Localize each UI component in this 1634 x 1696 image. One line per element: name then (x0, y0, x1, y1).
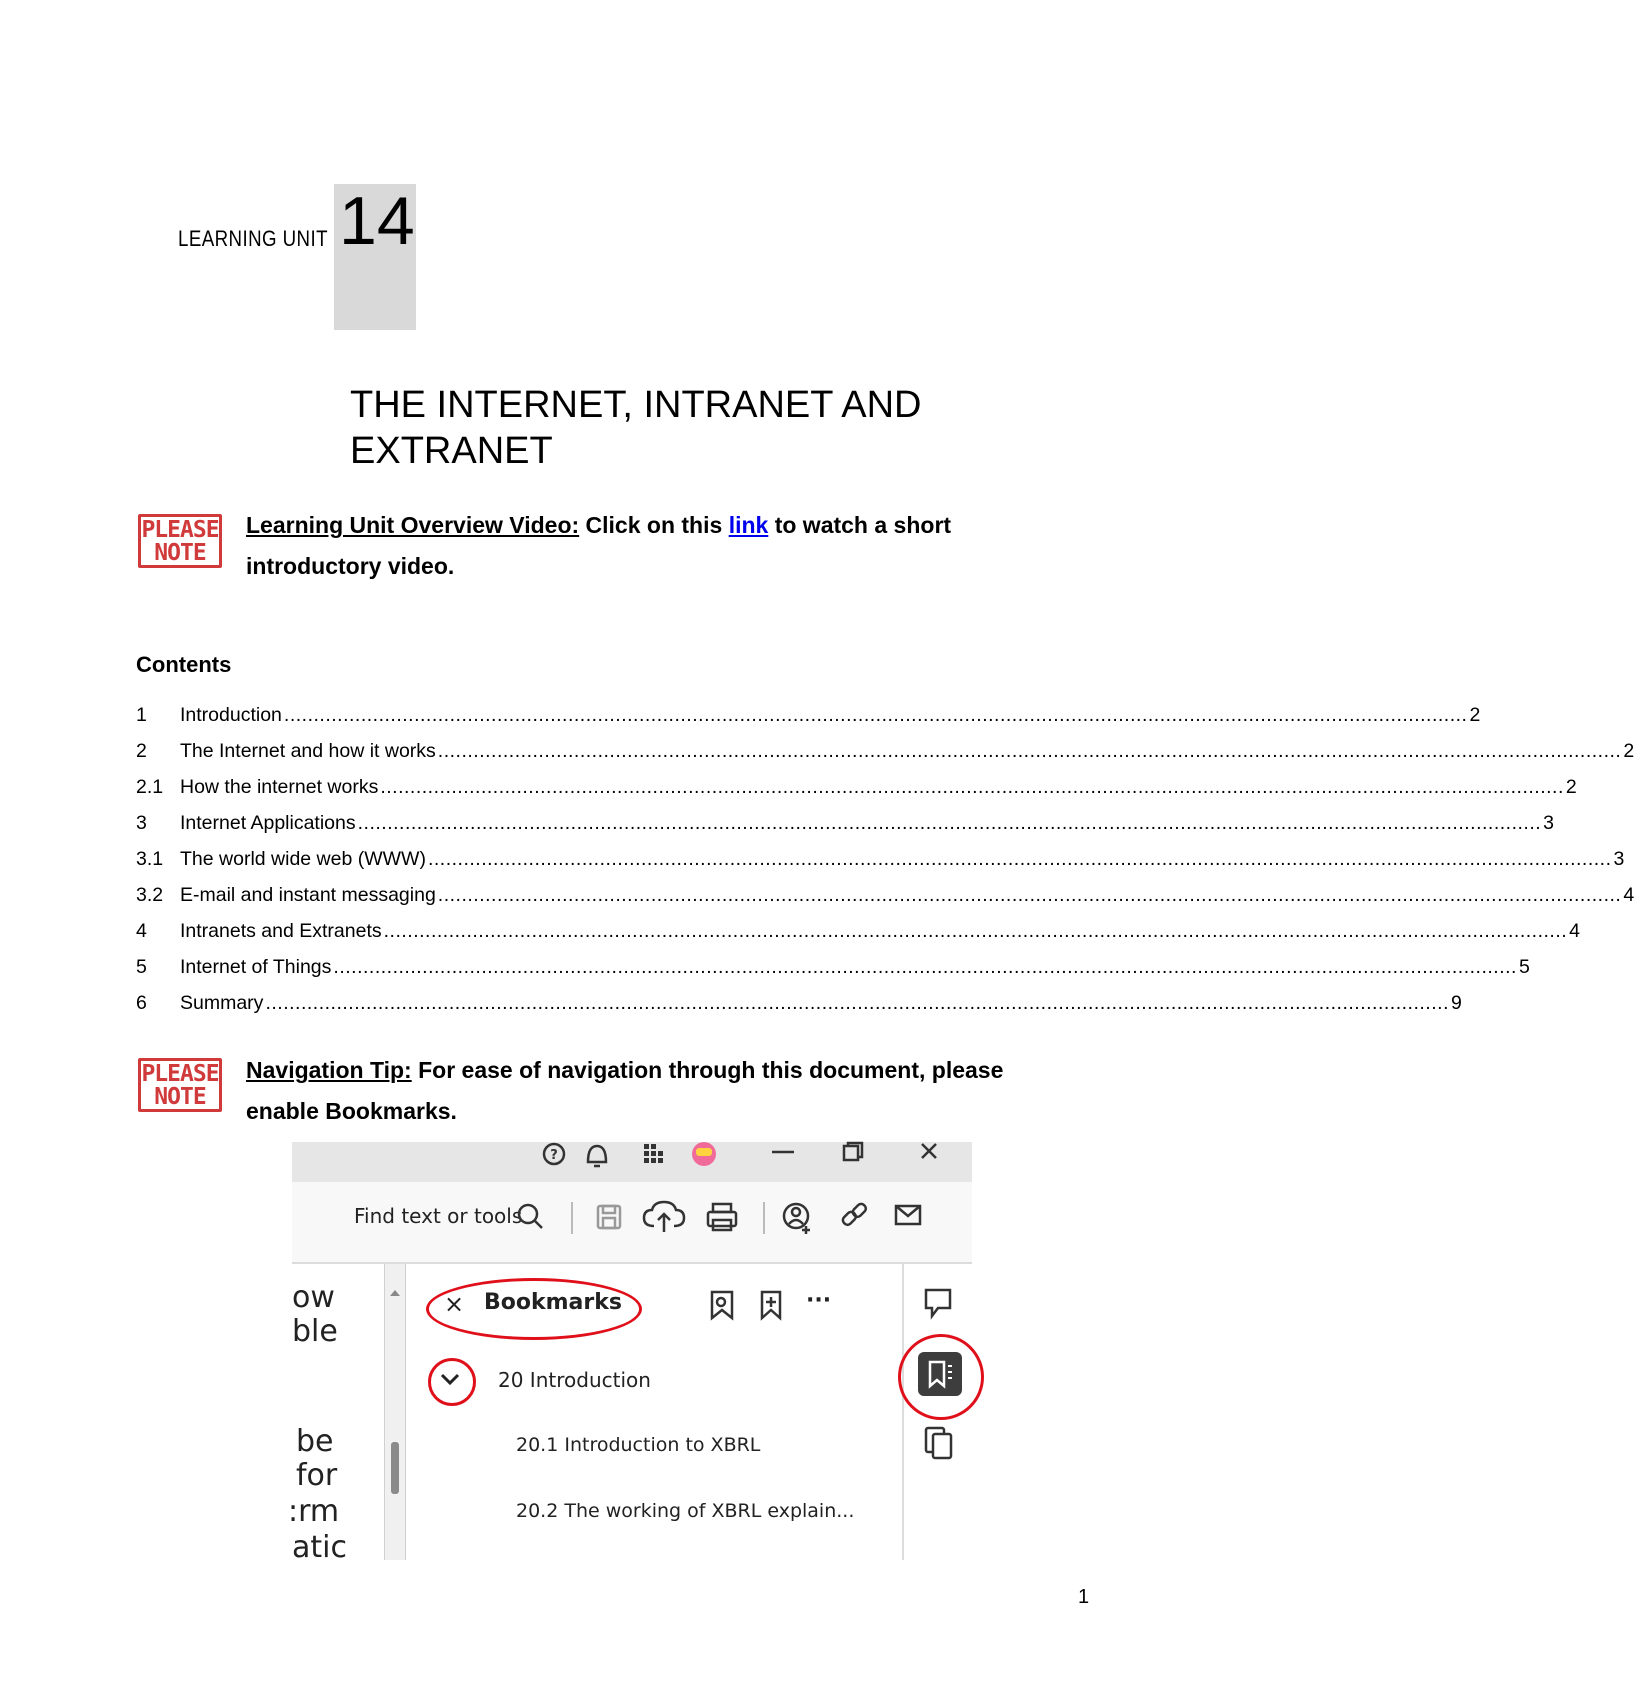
doc-fragment: atic (292, 1530, 347, 1565)
toc-page: 9 (1450, 992, 1462, 1014)
page-title: THE INTERNET, INTRANET AND EXTRANET (350, 384, 922, 472)
doc-fragment: for (296, 1458, 338, 1493)
search-icon (519, 1205, 542, 1228)
comment-icon[interactable] (920, 1284, 960, 1324)
help-icon (544, 1144, 564, 1164)
right-tool-rail (902, 1264, 974, 1560)
bookmark-item-intro-xbrl[interactable]: 20.1 Introduction to XBRL (516, 1434, 761, 1456)
doc-fragment: ble (292, 1314, 338, 1349)
toc-entry-5[interactable] (136, 956, 1530, 992)
doc-fragment: ow (292, 1280, 335, 1315)
toc-leader: ........................................................................................................................................................................................................ (265, 992, 1449, 1014)
overview-video-link[interactable]: link (728, 512, 769, 538)
toc-entry-6[interactable] (136, 992, 1462, 1028)
bookmark-item-introduction[interactable]: 20 Introduction (498, 1368, 651, 1392)
find-text-button[interactable]: Find text or tools (354, 1204, 523, 1228)
window-title-bar (292, 1142, 972, 1182)
unit-number: 14 (339, 183, 415, 259)
toc-title: Intranets and Extranets (180, 920, 382, 942)
toc-number: 3 (136, 812, 147, 834)
bookmarks-screenshot (288, 1142, 972, 1565)
please-note-stamp (138, 1058, 222, 1112)
toc-number: 5 (136, 956, 147, 978)
link-icon (841, 1202, 867, 1226)
stamp-line1: PLEASE (141, 1061, 219, 1087)
bookmarks-more-button[interactable]: ··· (806, 1288, 832, 1313)
navigation-note-label: Navigation Tip: (246, 1057, 412, 1083)
toc-page: 2 (1565, 776, 1577, 798)
toc-leader: ........................................................................................................................................................................................................ (380, 776, 1564, 798)
scrollbar-parts (385, 1264, 405, 1560)
toc-page: 3 (1543, 812, 1555, 834)
overview-note-text-after: to watch a short introductory video. (246, 512, 952, 579)
toc-number: 4 (136, 920, 147, 942)
toc-number: 3.2 (136, 884, 164, 906)
toc-entry-1[interactable] (136, 704, 1481, 740)
share-user-icon (784, 1204, 810, 1234)
please-note-stamp (138, 514, 222, 568)
toc-leader: ........................................................................................................................................................................................................ (333, 956, 1517, 978)
svg-text:?: ? (550, 1148, 558, 1163)
toc-title: Introduction (180, 704, 282, 726)
scrollbar-thumb (391, 1442, 399, 1494)
scroll-up-arrow-icon (390, 1290, 400, 1296)
toc-page: 5 (1518, 956, 1530, 978)
bell-icon (588, 1146, 606, 1166)
toc-page: 3 (1613, 848, 1625, 870)
contents-heading: Contents (136, 652, 232, 677)
chevron-down-icon[interactable] (440, 1372, 460, 1386)
toc-entry-3-2[interactable] (136, 884, 1634, 920)
doc-fragment: :rm (288, 1494, 340, 1529)
toc-number: 2 (136, 740, 147, 762)
restore-icon (844, 1143, 862, 1160)
toc-number: 3.1 (136, 848, 164, 870)
toc-leader: ........................................................................................................................................................................................................ (437, 884, 1622, 906)
apps-grid-icon (644, 1144, 663, 1163)
navigation-note-text: For ease of navigation through this document, please enable Bookmarks. (246, 1057, 1004, 1124)
toc-title: Internet Applications (180, 812, 356, 834)
doc-fragment: be (296, 1424, 334, 1459)
profile-avatar-icon (692, 1142, 716, 1166)
close-bookmarks-button[interactable]: × (444, 1290, 465, 1318)
print-icon (708, 1204, 736, 1230)
bookmarks-panel (406, 1264, 894, 1560)
toc-number: 1 (136, 704, 147, 726)
toc-entry-3-1[interactable] (136, 848, 1625, 884)
stamp-line2: NOTE (154, 1084, 206, 1110)
toc-title: The Internet and how it works (180, 740, 436, 762)
close-window-icon (922, 1144, 936, 1158)
navigation-note (246, 1050, 1076, 1132)
copy-pages-icon[interactable] (922, 1424, 958, 1464)
overview-note-text-before: Click on this (579, 512, 729, 538)
toc-page: 2 (1469, 704, 1481, 726)
toc-title: Internet of Things (180, 956, 332, 978)
add-bookmark-icon (762, 1292, 780, 1318)
table-of-contents (136, 704, 1634, 1028)
overview-note (246, 505, 1076, 587)
bookmark-item-working-xbrl[interactable]: 20.2 The working of XBRL explain... (516, 1500, 855, 1522)
toc-entry-2-1[interactable] (136, 776, 1577, 812)
upload-cloud-icon (644, 1202, 684, 1232)
toc-leader: ........................................................................................................................................................................................................ (437, 740, 1622, 762)
toc-title: Summary (180, 992, 264, 1014)
toc-page: 4 (1569, 920, 1581, 942)
toc-entry-2[interactable] (136, 740, 1634, 776)
save-icon (598, 1206, 620, 1228)
document-preview-strip (288, 1264, 384, 1565)
find-bookmark-icon (712, 1292, 732, 1318)
toc-leader: ........................................................................................................................................................................................................ (357, 812, 1542, 834)
toc-leader: ........................................................................................................................................................................................................ (383, 920, 1568, 942)
toc-title: The world wide web (WWW) (180, 848, 426, 870)
document-scrollbar[interactable] (384, 1264, 406, 1560)
toc-page: 4 (1623, 884, 1634, 906)
learning-unit-label: LEARNING UNIT (178, 226, 328, 251)
toc-title: E-mail and instant messaging (180, 884, 436, 906)
toc-leader: ........................................................................................................................................................................................................ (427, 848, 1612, 870)
toc-entry-4[interactable] (136, 920, 1581, 956)
page-number: 1 (1078, 1586, 1090, 1608)
reader-toolbar (292, 1182, 972, 1264)
toc-title: How the internet works (180, 776, 379, 798)
stamp-line2: NOTE (154, 540, 206, 566)
bookmarks-rail-button[interactable] (916, 1350, 964, 1398)
title-bar-icons (292, 1142, 972, 1182)
toc-page: 2 (1623, 740, 1634, 762)
mail-icon (896, 1206, 920, 1224)
stamp-line1: PLEASE (141, 517, 219, 543)
bookmarks-panel-title: Bookmarks (484, 1290, 622, 1315)
overview-note-label: Learning Unit Overview Video: (246, 512, 580, 538)
toc-number: 6 (136, 992, 147, 1014)
toc-number: 2.1 (136, 776, 164, 798)
toolbar-icons (292, 1182, 972, 1262)
toc-leader: ........................................................................................................................................................................................................ (283, 704, 1468, 726)
toc-entry-3[interactable] (136, 812, 1555, 848)
